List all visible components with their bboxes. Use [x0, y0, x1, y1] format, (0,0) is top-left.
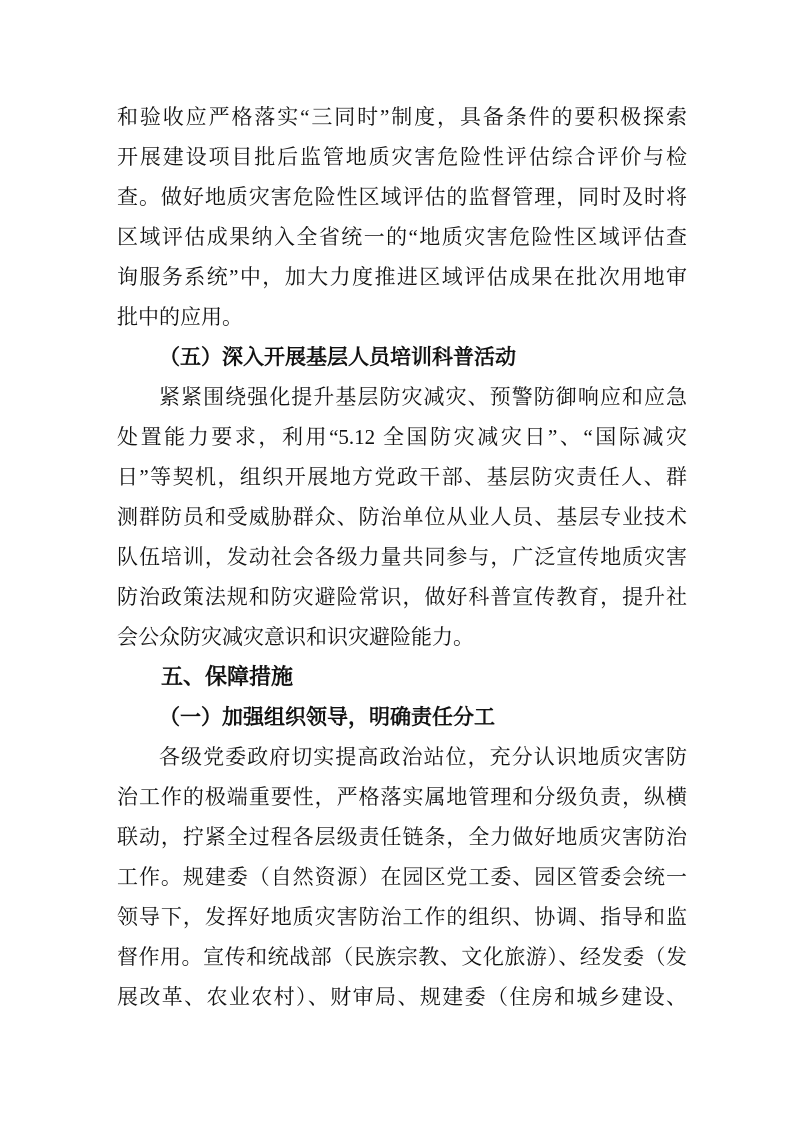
section-heading: 五、保障措施 — [161, 664, 294, 689]
text-line: 处置能力要求，利用“5.12 全国防灾减灾日”、“国际减灾 — [117, 425, 687, 449]
text-line: 联动，拧紧全过程各层级责任链条，全力做好地质灾害防治 — [117, 825, 687, 849]
text-line: 工作。规建委（自然资源）在园区党工委、园区管委会统一 — [117, 865, 687, 889]
sub-heading: （一）加强组织领导，明确责任分工 — [159, 705, 495, 729]
text-line: 紧紧围绕强化提升基层防灾减灾、预警防御响应和应急 — [159, 385, 687, 409]
text-line: 询服务系统”中，加大力度推进区域评估成果在批次用地审 — [117, 265, 687, 289]
text-block — [117, 97, 687, 1017]
text-line: 队伍培训，发动社会各级力量共同参与，广泛宣传地质灾害 — [117, 545, 687, 569]
text-line: 展改革、农业农村）、财审局、规建委（住房和城乡建设、 — [117, 985, 687, 1009]
text-line: 查。做好地质灾害危险性区域评估的监督管理，同时及时将 — [117, 185, 687, 209]
text-line: 测群防员和受威胁群众、防治单位从业人员、基层专业技术 — [117, 505, 687, 529]
text-line: 和验收应严格落实“三同时”制度，具备条件的要积极探索 — [117, 105, 687, 129]
text-line: 领导下，发挥好地质灾害防治工作的组织、协调、指导和监 — [117, 905, 687, 929]
text-line: 各级党委政府切实提高政治站位，充分认识地质灾害防 — [159, 745, 687, 769]
text-line: 日”等契机，组织开展地方党政干部、基层防灾责任人、群 — [117, 465, 687, 489]
text-line: 开展建设项目批后监管地质灾害危险性评估综合评价与检 — [117, 145, 687, 169]
text-line: 批中的应用。 — [117, 305, 243, 329]
text-line: 会公众防灾减灾意识和识灾避险能力。 — [117, 625, 474, 649]
text-line: 区域评估成果纳入全省统一的“地质灾害危险性区域评估查 — [117, 225, 687, 249]
text-line: 防治政策法规和防灾避险常识，做好科普宣传教育，提升社 — [117, 585, 687, 609]
text-line: 治工作的极端重要性，严格落实属地管理和分级负责，纵横 — [117, 785, 687, 809]
sub-heading: （五）深入开展基层人员培训科普活动 — [159, 345, 516, 369]
text-line: 督作用。宣传和统战部（民族宗教、文化旅游）、经发委（发 — [117, 945, 687, 969]
